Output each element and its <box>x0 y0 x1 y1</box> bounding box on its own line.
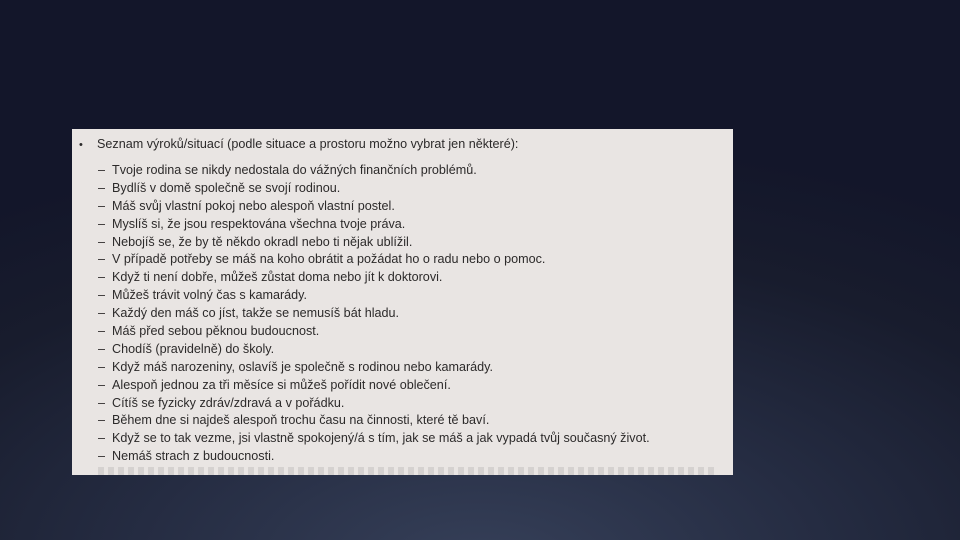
dash-icon: – <box>98 377 106 392</box>
list-item-text: Každý den máš co jíst, takže se nemusíš bát hladu. <box>112 306 400 321</box>
list-item-text: Máš svůj vlastní pokoj nebo alespoň vlastní postel. <box>112 198 395 213</box>
list-item <box>98 251 650 269</box>
intro-text: Seznam výroků/situací (podle situace a prostoru možno vybrat jen některé): <box>97 137 519 151</box>
list-item <box>98 323 650 341</box>
list-item <box>98 341 650 359</box>
list-item-text: Máš před sebou pěknou budoucnost. <box>112 324 320 339</box>
dash-icon: – <box>98 431 106 446</box>
dash-icon: – <box>98 413 106 428</box>
list-item <box>98 305 650 323</box>
list-item-text: Cítíš se fyzicky zdráv/zdravá a v pořádku. <box>112 395 345 410</box>
cropped-text-line <box>98 467 718 475</box>
dash-icon: – <box>98 270 106 285</box>
list-item-text: Alespoň jednou za tři měsíce si můžeš pořídit nové oblečení. <box>112 377 451 392</box>
list-item-text: Když ti není dobře, můžeš zůstat doma nebo jít k doktorovi. <box>112 270 443 285</box>
dash-icon: – <box>98 306 106 321</box>
list-item <box>98 162 650 180</box>
list-item <box>98 448 650 466</box>
list-item-text: Tvoje rodina se nikdy nedostala do vážných finančních problémů. <box>112 163 477 177</box>
list-item-text: Když máš narozeniny, oslavíš je společně s rodinou nebo kamarády. <box>112 359 494 374</box>
dash-icon: – <box>98 324 106 339</box>
dash-icon: – <box>98 216 106 231</box>
statement-list <box>98 162 650 466</box>
list-item <box>98 198 650 216</box>
list-item-text: Když se to tak vezme, jsi vlastně spokojený/á s tím, jak se máš a jak vypadá tvůj současný život. <box>112 431 650 446</box>
list-item-text: Během dne si najdeš alespoň trochu času na činnosti, které tě baví. <box>112 413 490 428</box>
dash-icon: – <box>98 359 106 374</box>
list-item-text: Bydlíš v domě společně se svojí rodinou. <box>112 180 341 195</box>
dash-icon: – <box>98 449 106 464</box>
dash-icon: – <box>98 163 106 177</box>
document-panel <box>72 129 733 475</box>
dash-icon: – <box>98 341 106 356</box>
list-item-text: Nebojíš se, že by tě někdo okradl nebo ti nějak ublížil. <box>112 234 413 249</box>
dash-icon: – <box>98 234 106 249</box>
list-item <box>98 180 650 198</box>
list-item <box>98 412 650 430</box>
dash-icon: – <box>98 288 106 303</box>
list-item <box>98 269 650 287</box>
intro-bullet <box>79 137 518 151</box>
list-item-text: Chodíš (pravidelně) do školy. <box>112 341 275 356</box>
dash-icon: – <box>98 252 106 267</box>
list-item <box>98 287 650 305</box>
list-item-text: Nemáš strach z budoucnosti. <box>112 449 275 464</box>
bullet-dot-icon: • <box>79 139 83 151</box>
list-item <box>98 430 650 448</box>
list-item <box>98 234 650 252</box>
dash-icon: – <box>98 180 106 195</box>
dash-icon: – <box>98 395 106 410</box>
list-item-text: Myslíš si, že jsou respektována všechna tvoje práva. <box>112 216 406 231</box>
list-item-text: V případě potřeby se máš na koho obrátit a požádat ho o radu nebo o pomoc. <box>112 252 546 267</box>
list-item-text: Můžeš trávit volný čas s kamarády. <box>112 288 308 303</box>
list-item <box>98 359 650 377</box>
list-item <box>98 377 650 395</box>
dash-icon: – <box>98 198 106 213</box>
list-item <box>98 395 650 413</box>
list-item <box>98 216 650 234</box>
